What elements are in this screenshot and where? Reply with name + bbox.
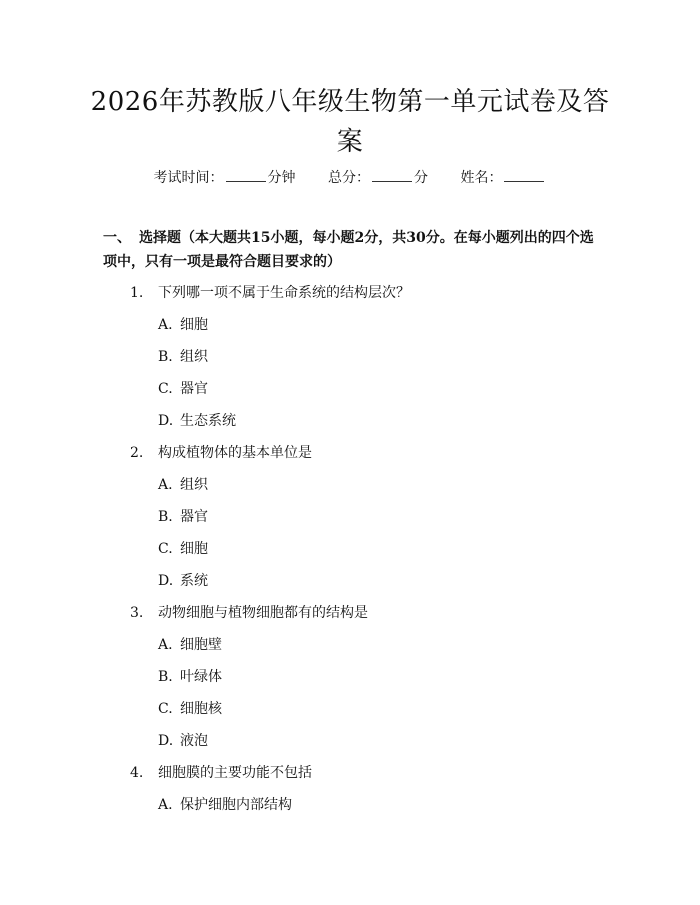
option-1b (158, 346, 208, 368)
name-blank (504, 167, 544, 182)
option-letter: D. (158, 413, 174, 429)
question-4 (130, 762, 312, 784)
option-4a (158, 794, 292, 816)
section-heading (103, 226, 623, 250)
question-text: 下列哪一项不属于生命系统的结构层次？ (158, 285, 410, 301)
option-text: 细胞 (180, 541, 208, 557)
option-text: 细胞 (180, 317, 208, 333)
option-letter: A. (158, 637, 173, 653)
question-number: 1. (130, 285, 144, 301)
question-3 (130, 602, 368, 624)
option-letter: C. (158, 381, 173, 397)
question-2 (130, 442, 312, 464)
exam-score (328, 166, 428, 190)
option-1d (158, 410, 236, 432)
option-letter: C. (158, 541, 173, 557)
option-2c (158, 538, 208, 560)
section-text: 选择题（本大题共15小题，每小题2分，共30分。在每小题列出的四个选 (139, 230, 594, 246)
option-3c (158, 698, 222, 720)
option-letter: A. (158, 797, 173, 813)
option-text: 细胞核 (180, 701, 222, 717)
option-letter: D. (158, 733, 174, 749)
time-label: 考试时间： (153, 170, 224, 186)
question-text: 动物细胞与植物细胞都有的结构是 (158, 605, 368, 621)
option-text: 细胞壁 (180, 637, 222, 653)
question-number: 2. (130, 445, 144, 461)
question-number: 3. (130, 605, 144, 621)
score-label: 总分： (328, 170, 370, 186)
question-text: 细胞膜的主要功能不包括 (158, 765, 312, 781)
option-letter: A. (158, 317, 173, 333)
score-blank (372, 167, 412, 182)
option-text: 组织 (180, 477, 208, 493)
option-text: 保护细胞内部结构 (180, 797, 292, 813)
option-text: 叶绿体 (180, 669, 222, 685)
option-2a (158, 474, 208, 496)
option-2d (158, 570, 208, 592)
option-letter: B. (158, 349, 173, 365)
time-blank (226, 167, 266, 182)
option-3d (158, 730, 208, 752)
option-1c (158, 378, 208, 400)
page-title: 2026年苏教版八年级生物第一单元试卷及答 (90, 87, 610, 117)
question-number: 4. (130, 765, 144, 781)
question-text: 构成植物体的基本单位是 (158, 445, 312, 461)
question-1 (130, 282, 410, 304)
option-3b (158, 666, 222, 688)
section-number: 一、 (103, 230, 131, 246)
option-3a (158, 634, 222, 656)
option-letter: C. (158, 701, 173, 717)
option-text: 系统 (180, 573, 208, 589)
option-text: 生态系统 (180, 413, 236, 429)
option-letter: D. (158, 573, 174, 589)
option-1a (158, 314, 208, 336)
name-label: 姓名： (460, 170, 503, 186)
exam-name (460, 166, 546, 190)
option-text: 组织 (180, 349, 208, 365)
option-letter: A. (158, 477, 173, 493)
time-unit: 分钟 (267, 170, 296, 186)
option-letter: B. (158, 509, 173, 525)
exam-meta (0, 166, 700, 190)
exam-time (154, 166, 296, 190)
option-2b (158, 506, 208, 528)
option-letter: B. (158, 669, 173, 685)
page-title-continued: 案 (336, 127, 364, 157)
score-unit: 分 (414, 170, 428, 186)
option-text: 器官 (180, 509, 208, 525)
option-text: 器官 (180, 381, 208, 397)
section-heading-continued: 项中，只有一项是最符合题目要求的） (103, 254, 341, 270)
option-text: 液泡 (180, 733, 208, 749)
